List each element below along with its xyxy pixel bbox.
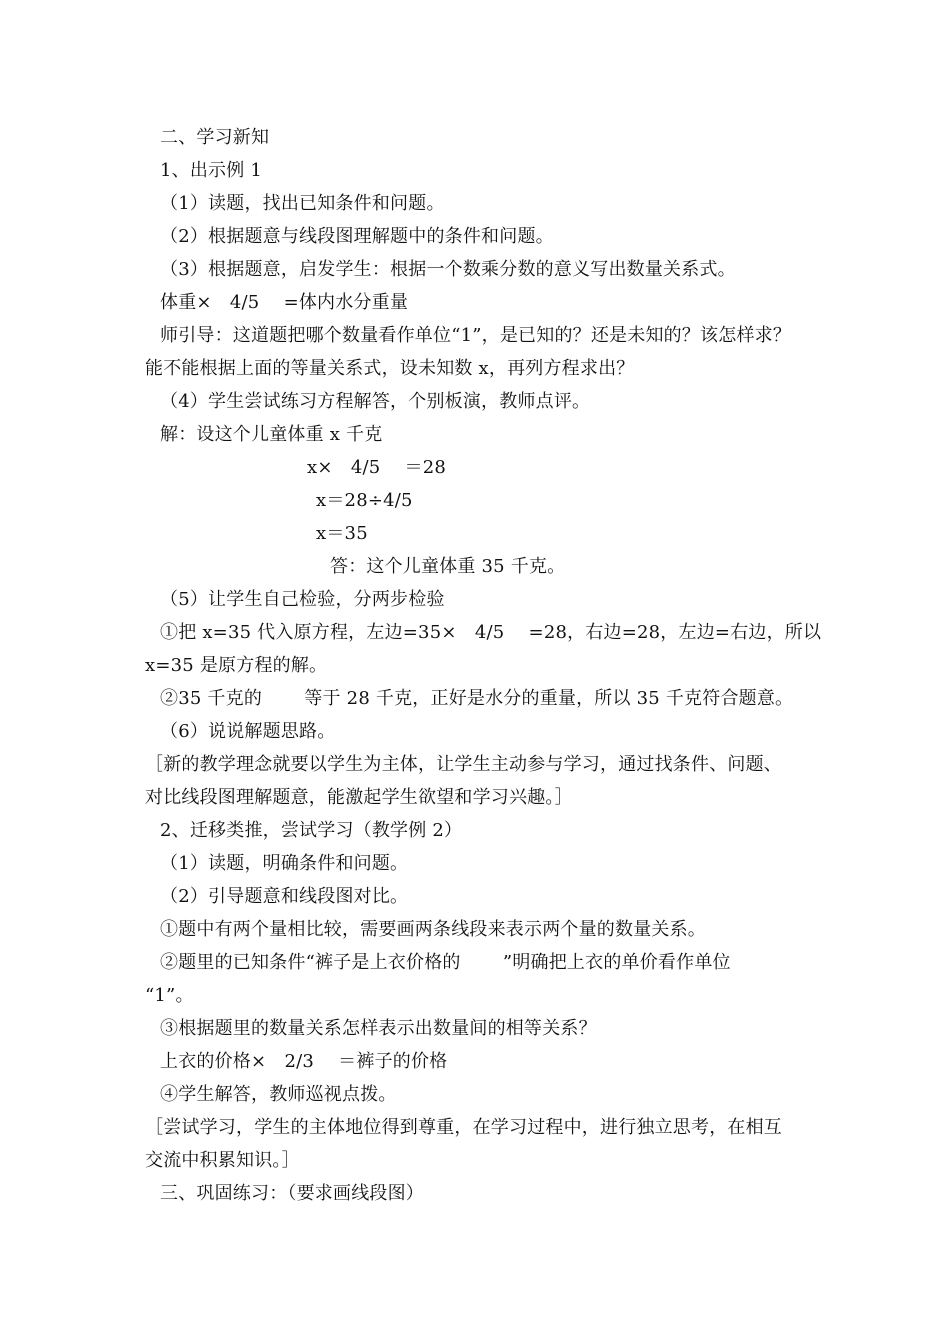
solution-answer: 答：这个儿童体重 35 千克。 [330,556,566,577]
ex2-point-2: ②题里的已知条件“裤子是上衣价格的 ”明确把上衣的单价看作单位 [160,952,731,973]
section-heading-2: 二、学习新知 [160,127,270,148]
check-2: ②35 千克的 等于 28 千克，正好是水分的重量，所以 35 千克符合题意。 [160,688,794,709]
teacher-guide-cont: 能不能根据上面的等量关系式，设未知数 x，再列方程求出？ [145,358,635,379]
section-heading-3: 三、巩固练习：（要求画线段图） [160,1183,424,1204]
note-1: ［新的教学理念就要以学生为主体，让学生主动参与学习，通过找条件、问题、 [145,754,782,775]
check-1-cont: x=35 是原方程的解。 [145,655,328,676]
ex2-point-2-cont: “1”。 [145,985,194,1006]
check-1: ①把 x=35 代入原方程，左边=35× 4/5 =28，右边=28，左边=右边，所以 [160,622,822,643]
ex2-point-3: ③根据题里的数量关系怎样表示出数量间的相等关系？ [160,1018,597,1039]
step-5-check: （5）让学生自己检验，分两步检验 [160,589,445,610]
solution-equation-2: x＝28÷4/5 [316,490,413,511]
ex2-step-2: （2）引导题意和线段图对比。 [160,886,409,907]
step-4-practice: （4）学生尝试练习方程解答，个别板演，教师点评。 [160,391,591,412]
solution-equation-3: x＝35 [316,523,368,544]
ex2-point-1: ①题中有两个量相比较，需要画两条线段来表示两个量的数量关系。 [160,919,706,940]
step-3-relation: （3）根据题意，启发学生：根据一个数乘分数的意义写出数量关系式。 [160,259,736,280]
note-1-cont: 对比线段图理解题意，能激起学生欲望和学习兴趣。］ [145,787,573,808]
ex2-step-1: （1）读题，明确条件和问题。 [160,853,409,874]
example-1-heading: 1、出示例 1 [160,160,263,181]
example-2-heading: 2、迁移类推，尝试学习（教学例 2） [160,820,463,841]
step-6-explain: （6）说说解题思路。 [160,721,336,742]
note-2: ［尝试学习，学生的主体地位得到尊重，在学习过程中，进行独立思考，在相互 [145,1117,782,1138]
solution-equation-1: x× 4/5 ＝28 [307,457,447,478]
step-1-read: （1）读题，找出已知条件和问题。 [160,193,445,214]
teacher-guide: 师引导：这道题把哪个数量看作单位“1”，是已知的？还是未知的？该怎样求？ [160,325,792,346]
step-2-diagram: （2）根据题意与线段图理解题中的条件和问题。 [160,226,554,247]
note-2-cont: 交流中积累知识。］ [145,1150,300,1171]
ex2-relation-equation: 上衣的价格× 2/3 ＝裤子的价格 [160,1051,448,1072]
relation-equation: 体重× 4/5 =体内水分重量 [160,292,409,313]
ex2-point-4: ④学生解答，教师巡视点拨。 [160,1084,397,1105]
solution-setup: 解：设这个儿童体重 x 千克 [160,424,383,445]
